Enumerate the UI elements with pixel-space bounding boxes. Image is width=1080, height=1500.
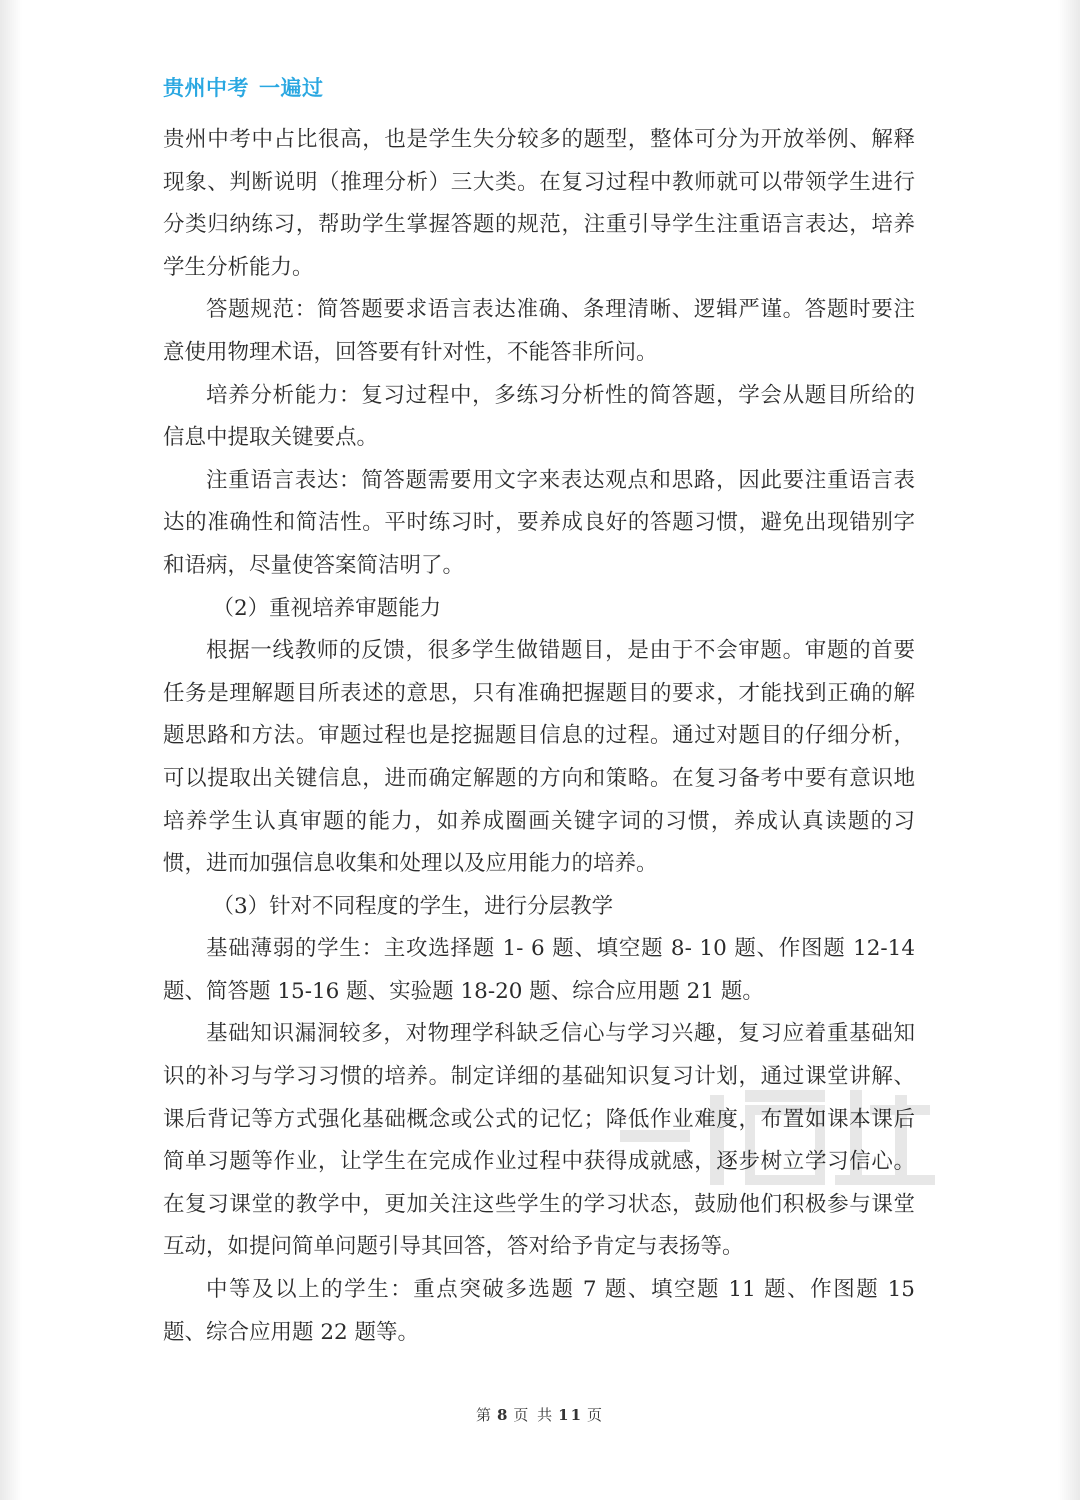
section-heading-2: （2）重视培养审题能力	[212, 595, 442, 621]
paragraph-language-expression: 注重语言表达：简答题需要用文字来表达观点和思路，因此要注重语言表达的准确性和简洁性。平时练习时，要养成良好的答题习惯，避免出现错别字和语病，尽量使答案简洁明了。	[163, 467, 915, 578]
paragraph-weak-students: 基础薄弱的学生：主攻选择题 1- 6 题、填空题 8- 10 题、作图题 12-14 题、简答题 15-16 题、实验题 18-20 题、综合应用题 21 题。	[163, 936, 915, 1004]
page-footer	[0, 1404, 1080, 1425]
footer-current-page: 8	[496, 1406, 510, 1424]
paragraph-advanced-students: 中等及以上的学生：重点突破多选题 7 题、填空题 11 题、作图题 15 题、综合应用题 22 题等。	[163, 1277, 915, 1345]
page-shadow-left	[0, 0, 22, 1500]
footer-suffix: 页	[587, 1406, 605, 1424]
document-body	[163, 119, 915, 1354]
header-brand-slogan: 一遍过	[259, 76, 324, 100]
page-shadow-right	[1058, 0, 1080, 1500]
header-brand-region: 贵州中考	[163, 76, 249, 100]
paragraph-reading-questions: 根据一线教师的反馈，很多学生做错题目，是由于不会审题。审题的首要任务是理解题目所表述的意思，只有准确把握题目的要求，才能找到正确的解题思路和方法。审题过程也是挖掘题目信息的过程。通过对题目的仔细分析，可以提取出关键信息，进而确定解题的方向和策略。在复习备考中要有意识地培养学生认真审题的能力，如养成圈画关键字词的习惯，养成认真读题的习惯，进而加强信息收集和处理以及应用能力的培养。	[163, 638, 915, 877]
page-header	[163, 72, 324, 102]
paragraph-answer-norms: 答题规范：简答题要求语言表达准确、条理清晰、逻辑严谨。答题时要注意使用物理术语，回答要有针对性，不能答非所问。	[163, 297, 915, 365]
footer-prefix: 第	[475, 1406, 493, 1424]
footer-middle: 页 共	[513, 1406, 555, 1424]
footer-total-pages: 11	[558, 1406, 584, 1424]
paragraph-analysis-ability: 培养分析能力：复习过程中，多练习分析性的简答题，学会从题目所给的信息中提取关键要点。	[163, 382, 915, 451]
paragraph-intro: 贵州中考中占比很高，也是学生失分较多的题型，整体可分为开放举例、解释现象、判断说明（推理分析）三大类。在复习过程中教师就可以带领学生进行分类归纳练习，帮助学生掌握答题的规范，注重引导学生注重语言表达，培养学生分析能力。	[163, 127, 915, 280]
paragraph-weak-students-detail: 基础知识漏洞较多，对物理学科缺乏信心与学习兴趣，复习应着重基础知识的补习与学习习惯的培养。制定详细的基础知识复习计划，通过课堂讲解、课后背记等方式强化基础概念或公式的记忆；降低作业难度，布置如课本课后简单习题等作业，让学生在完成作业过程中获得成就感，逐步树立学习信心。在复习课堂的教学中，更加关注这些学生的学习状态，鼓励他们积极参与课堂互动，如提问简单问题引导其回答，答对给予肯定与表扬等。	[163, 1021, 915, 1260]
section-heading-3: （3）针对不同程度的学生，进行分层教学	[212, 893, 614, 919]
